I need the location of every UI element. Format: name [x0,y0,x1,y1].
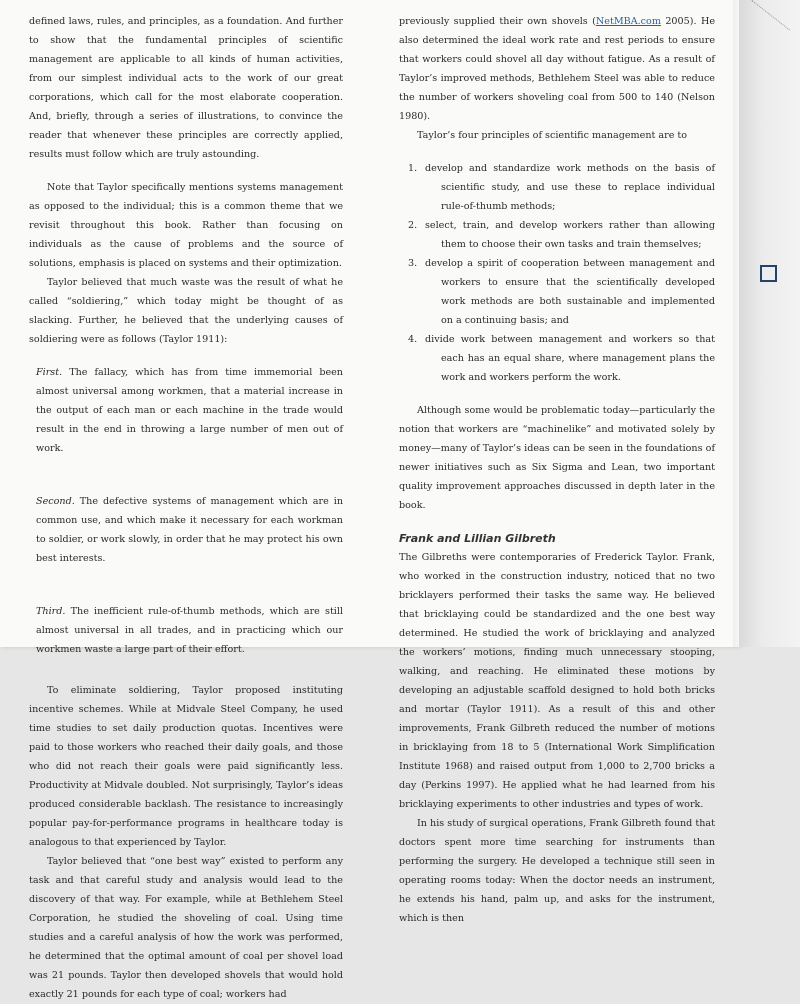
block-quote-third: Third. The inefficient rule-of-thumb methods, which are still almost universal in all trades, and in practicing which our workmen waste a large part of their effort. [36,606,343,655]
list-item: 4. divide work between management and workers so that each has an equal share, where management plans the work and workers perform the work. [408,334,715,383]
list-item: 2. select, train, and develop workers rather than allowing them to choose their own tasks and train themselves; [408,220,715,250]
paragraph: In his study of surgical operations, Frank Gilbreth found that doctors spent more time searching for instruments than performing the surgery. He developed a technique still seen in operating rooms today: When the doctor needs an instrument, he extends his hand, palm up, and asks for the instrument, which is then [399,818,715,924]
left-column [29,12,343,1004]
paragraph: The Gilbreths were contemporaries of Frederick Taylor. Frank, who worked in the construction industry, noticed that no two bricklayers performed their tasks the same way. He believed that bricklaying could be standardized and the one best way determined. He studied the work of bricklaying and analyzed the workers’ motions, finding much unnecessary stooping, walking, and reaching. He eliminated these motions by developing an adjustable scaffold designed to hold both bricks and mortar (Taylor 1911). As a result of this and other improvements, Frank Gilbreth reduced the number of motions in bricklaying from 18 to 5 (International Work Simplification Institute 1968) and raised output from 1,000 to 2,700 bricks a day (Perkins 1997). He applied what he had learned from his bricklaying experiments to other industries and types of work. [399,552,715,810]
paragraph: previously supplied their own shovels (NetMBA.com 2005). He also determined the ideal work rate and rest periods to ensure that workers could shovel all day without fatigue. As a result of Taylor’s improved methods, Bethlehem Steel was able to reduce the number of workers shoveling coal from 500 to 140 (Nelson 1980). [399,16,715,122]
right-column [399,12,715,928]
list-item: 1. develop and standardize work methods on the basis of scientific study, and use these to replace individual rule-of-thumb methods; [408,163,715,212]
paragraph: Taylor believed that much waste was the result of what he called “soldiering,” which today might be thought of as slacking. Further, he believed that the underlying causes of soldiering were as follows (Taylor 1911): [29,277,343,345]
paragraph: Taylor believed that “one best way” existed to perform any task and that careful study and analysis would lead to the discovery of that way. For example, while at Bethlehem Steel Corporation, he studied the shoveling of coal. Using time studies and a careful analysis of how the work was performed, he determined that the optimal amount of coal per shovel load was 21 pounds. Taylor then developed shovels that would hold exactly 21 pounds for each type of coal; workers had [29,856,343,1000]
section-heading: Frank and Lillian Gilbreth [399,532,556,545]
block-quote-first: First. The fallacy, which has from time immemorial been almost universal among workmen, that a material increase in the output of each man or each machine in the trade would result in the end in throwing a large number of men out of work. [36,367,343,454]
list-item: 3. develop a spirit of cooperation between management and workers to ensure that the scientifically developed work methods are both sustainable and implemented on a continuing basis; and [408,258,715,326]
paragraph: Taylor’s four principles of scientific management are to [417,130,688,141]
paragraph: To eliminate soldiering, Taylor proposed instituting incentive schemes. While at Midvale Steel Company, he used time studies to set daily production quotas. Incentives were paid to those workers who reached their daily goals, and those who did not reach their goals were paid significantly less. Productivity at Midvale doubled. Not surprisingly, Taylor’s ideas produced considerable backlash. The resistance to increasingly popular pay-for-performance programs in healthcare today is analogous to that experienced by Taylor. [29,685,343,848]
paragraph: Although some would be problematic today—particularly the notion that workers are “machinelike” and motivated solely by money—many of Taylor’s ideas can be seen in the foundations of newer initiatives such as Six Sigma and Lean, two important quality improvement approaches discussed in depth later in the book. [399,405,715,511]
viewer-margin [739,0,800,647]
block-quote-second: Second. The defective systems of management which are in common use, and which make it necessary for each workman to soldier, or work slowly, in order that he may protect his own best interests. [36,496,343,564]
netmba-link[interactable]: NetMBA.com [595,16,661,27]
paragraph: defined laws, rules, and principles, as a foundation. And further to show that the fundamental principles of scientific management are applicable to all kinds of human activities, from our simplest individual acts to the work of our great corporations, which call for the most elaborate cooperation. And, briefly, through a series of illustrations, to convince the reader that whenever these principles are correctly applied, results must follow which are truly astounding. [29,16,343,160]
principles-list [399,159,715,387]
paragraph: Note that Taylor specifically mentions systems management as opposed to the individual; this is a common theme that we revisit throughout this book. Rather than focusing on individuals as the cause of problems and the source of solutions, emphasis is placed on systems and their optimization. [29,182,343,269]
square-icon[interactable] [760,265,777,282]
